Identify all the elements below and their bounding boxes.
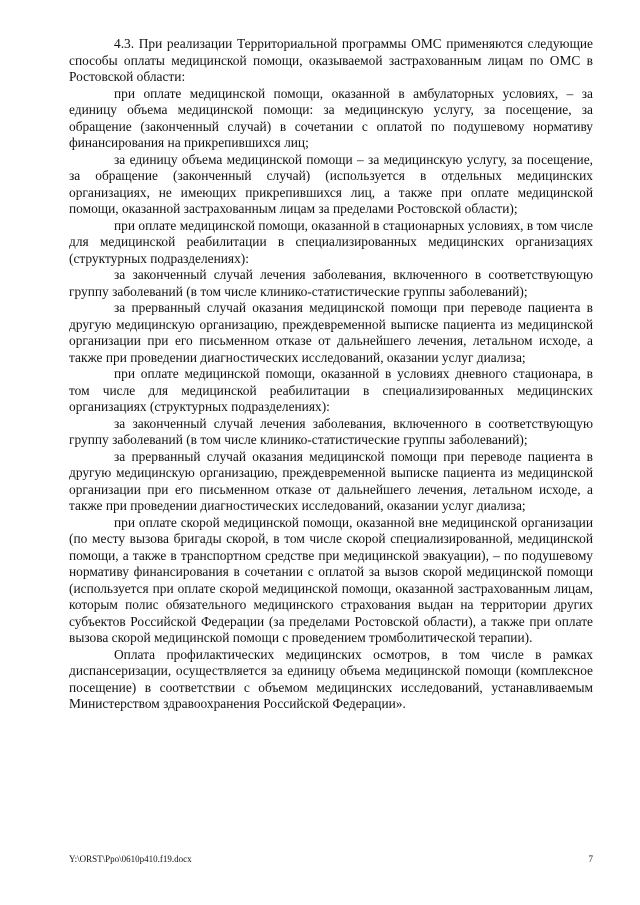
- document-body: [69, 36, 593, 713]
- paragraph-emergency-care: при оплате скорой медицинской помощи, оказанной вне медицинской организации (по месту вызова бригады скорой, в том числе скорой специализированной, медицинской помощи, а также в транспортном средстве при медицинской эвакуации), – по подушевому нормативу финансирования в сочетании с оплатой за вызов скорой медицинской помощи (используется при оплате скорой медицинской помощи, оказанной застрахованным лицам, которым полис обязательного медицинского страхования выдан на территории других субъектов Российской Федерации (за пределами Ростовской области), а также при оплате вызова скорой медицинской помощи с проведением тромболитической терапии).: [69, 514, 593, 645]
- paragraph-outpatient: при оплате медицинской помощи, оказанной в амбулаторных условиях, – за единицу объема медицинской помощи: за медицинскую услугу, за посещение, за обращение (законченный случай) в сочетании с оплатой по подушевому нормативу финансирования на прикрепившихся лиц;: [69, 85, 593, 150]
- paragraph-inpatient-interrupted-case: за прерванный случай оказания медицинской помощи при переводе пациента в другую медицинскую организацию, преждевременной выписке пациента из медицинской организации при его письменном отказе от дальнейшего лечения, летальном исходе, а также при проведении диагностических исследований, оказании услуг диализа;: [69, 300, 593, 365]
- paragraph-day-hospital-interrupted-case: за прерванный случай оказания медицинской помощи при переводе пациента в другую медицинскую организацию, преждевременной выписке пациента из медицинской организации при его письменном отказе от дальнейшего лечения, летальном исходе, а также при проведении диагностических исследований, оказании услуг диализа;: [69, 448, 593, 513]
- paragraph-inpatient: при оплате медицинской помощи, оказанной в стационарных условиях, в том числе для медицинской реабилитации в специализированных медицинских организациях (структурных подразделениях):: [69, 217, 593, 266]
- paragraph-day-hospital-completed-case: за законченный случай лечения заболевания, включенного в соответствующую группу заболеваний (в том числе клинико-статистические группы заболеваний);: [69, 415, 593, 447]
- page-footer: [69, 854, 593, 865]
- paragraph-4-3-intro: 4.3. При реализации Территориальной программы ОМС применяются следующие способы оплаты медицинской помощи, оказываемой застрахованным лицам по ОМС в Ростовской области:: [69, 36, 593, 84]
- paragraph-inpatient-completed-case: за законченный случай лечения заболевания, включенного в соответствующую группу заболеваний (в том числе клинико-статистические группы заболеваний);: [69, 267, 593, 299]
- paragraph-preventive-exams: Оплата профилактических медицинских осмотров, в том числе в рамках диспансеризации, осуществляется за единицу объема медицинской помощи (комплексное посещение) в соответствии с объемом медицинских исследований, устанавливаемым Министерством здравоохранения Российской Федерации».: [69, 646, 593, 711]
- page-number: 7: [588, 854, 593, 864]
- paragraph-day-hospital: при оплате медицинской помощи, оказанной в условиях дневного стационара, в том числе для медицинской реабилитации в специализированных медицинских организациях (структурных подразделениях):: [69, 366, 593, 414]
- paragraph-unit-volume: за единицу объема медицинской помощи – за медицинскую услугу, за посещение, за обращение (законченный случай) (используется в отдельных медицинских организациях, не имеющих прикрепившихся лиц, а также при оплате медицинской помощи, оказанной застрахованным лицам за пределами Ростовской области);: [69, 151, 593, 216]
- footer-file-path: Y:\ORST\Ppo\0610p410.f19.docx: [69, 854, 192, 864]
